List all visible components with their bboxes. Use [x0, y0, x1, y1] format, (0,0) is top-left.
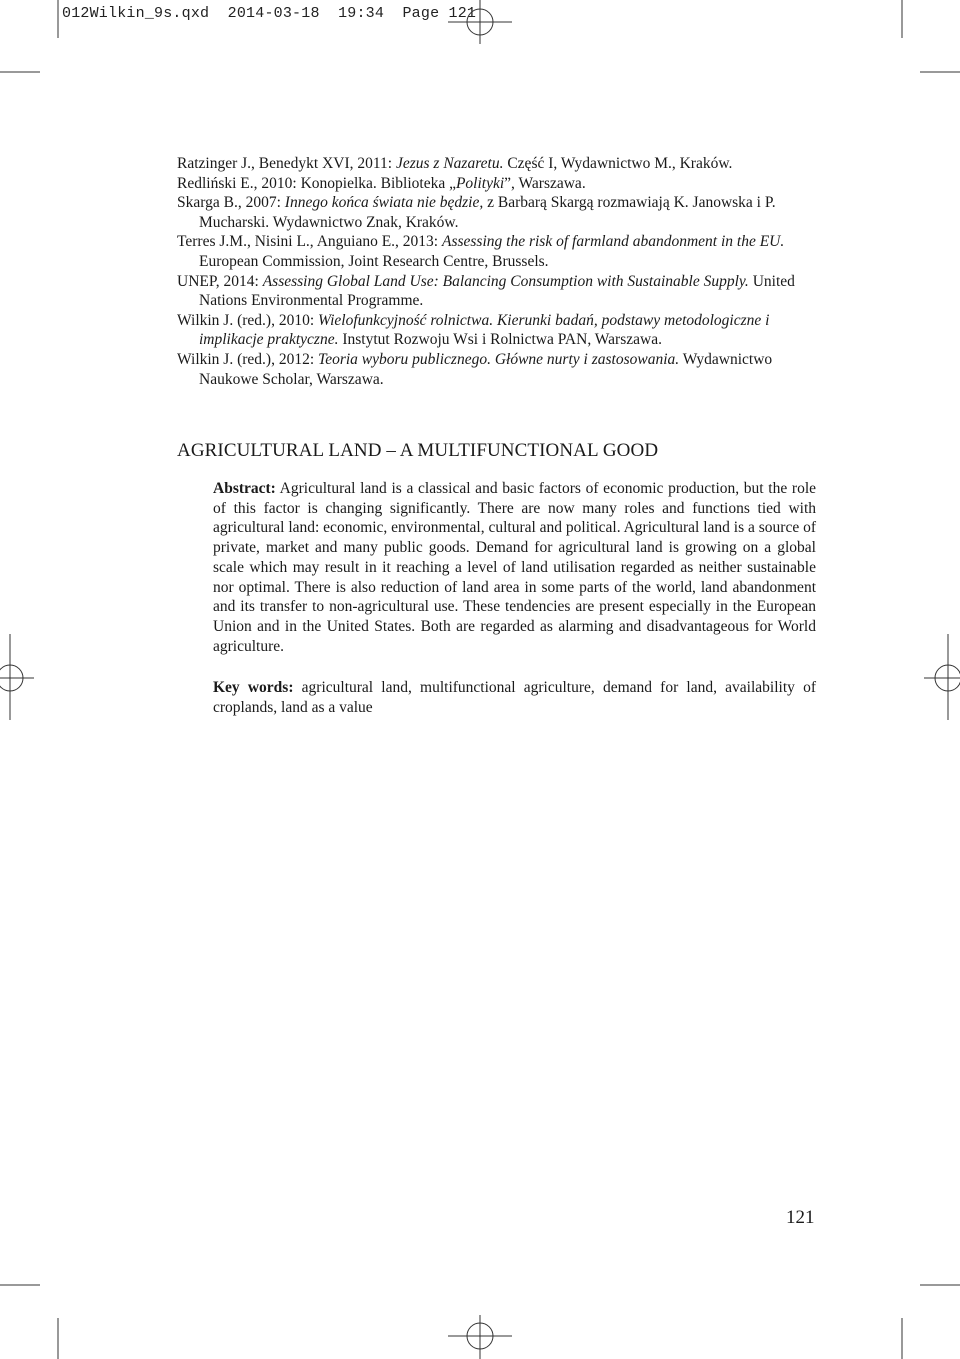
reference-list [177, 154, 817, 389]
slug-file: 012Wilkin_9s.qxd [62, 5, 210, 22]
page-number: 121 [786, 1207, 815, 1228]
abstract-text: Agricultural land is a classical and basic factors of economic production, but the role of this factor is changing significantly. There are now many roles and functions tied with agricultural land: economic, environmental, cultural and political. Agricultural land is a source of private, market and many public goods. Demand for agricultural land is growing on a global scale which may result in it reaching a level of land utilisation regarded as neither sustainable nor optimal. There is also reduction of land area in some parts of the world, land abandonment and its transfer to non-agricultural use. These tendencies are present especially in the European Union and in the United States. Both are regarded as alarming and disadvantageous for World agriculture. [213, 480, 817, 655]
reference-title-italic: Wielofunkcyjność rolnictwa. Kierunki badań, podstawy metodologiczne i implikacje praktyczne. [199, 311, 770, 349]
reference-text: z Barbarą Skargą rozmawiają K. Janowska i P. Mucharski. Wydawnictwo Znak, Kraków. [199, 194, 776, 231]
reference-text: Ratzinger J., Benedykt XVI, 2011: [177, 155, 396, 172]
reference-title-italic: Assessing the risk of farmland abandonment in the EU. [441, 233, 785, 251]
reference-entry [177, 174, 817, 194]
reference-text: Część I, Wydawnictwo M., Kraków. [503, 155, 733, 172]
reference-text: Terres J.M., Nisini L., Anguiano E., 2013: [177, 233, 442, 251]
reference-text: Instytut Rozwoju Wsi i Rolnictwa PAN, Warszawa. [338, 331, 662, 349]
reference-entry [177, 311, 817, 350]
abstract-label: Abstract: [213, 480, 276, 497]
reference-title-italic: Innego końca świata nie będzie, [284, 194, 484, 212]
reference-text: Wilkin J. (red.), 2010: [177, 311, 319, 329]
slug-page: Page 121 [402, 5, 477, 22]
reference-entry [177, 232, 817, 271]
slug-time: 19:34 [338, 5, 385, 22]
reference-title-italic: Assessing Global Land Use: Balancing Consumption with Sustainable Supply. [262, 272, 749, 290]
reference-text: Wilkin J. (red.), 2012: [177, 350, 319, 368]
registration-mark-right [924, 634, 960, 720]
reference-text: ”, Warszawa. [504, 174, 586, 192]
reference-text: UNEP, 2014: [177, 272, 263, 290]
keywords-text: agricultural land, multifunctional agriculture, demand for land, availability of croplands, land as a value [213, 679, 816, 716]
reference-text: United Nations Environmental Programme. [199, 272, 795, 310]
slug-date: 2014-03-18 [227, 5, 320, 22]
reference-entry [177, 350, 817, 389]
reference-title-italic: Teoria wyboru publicznego. Główne nurty i zastosowania. [318, 350, 680, 368]
article-title: AGRICULTURAL LAND – A MULTIFUNCTIONAL GOOD [177, 440, 659, 461]
registration-mark-top [448, 0, 512, 44]
abstract [213, 479, 816, 656]
keywords-label: Key words: [213, 679, 294, 696]
registration-mark-left [0, 634, 34, 720]
reference-entry [177, 154, 817, 174]
keywords [213, 678, 816, 717]
reference-text: Wydawnictwo Naukowe Scholar, Warszawa. [199, 350, 773, 388]
registration-mark-bottom [448, 1315, 512, 1359]
reference-title-italic: Polityki [455, 174, 505, 192]
reference-text: Redliński E., 2010: Konopielka. Biblioteka „ [177, 174, 456, 192]
reference-text: European Commission, Joint Research Centre, Brussels. [199, 252, 549, 270]
reference-entry [177, 193, 817, 232]
reference-entry [177, 272, 817, 311]
reference-text: Skarga B., 2007: [177, 194, 285, 212]
reference-title-italic: Jezus z Nazaretu. [395, 155, 504, 172]
